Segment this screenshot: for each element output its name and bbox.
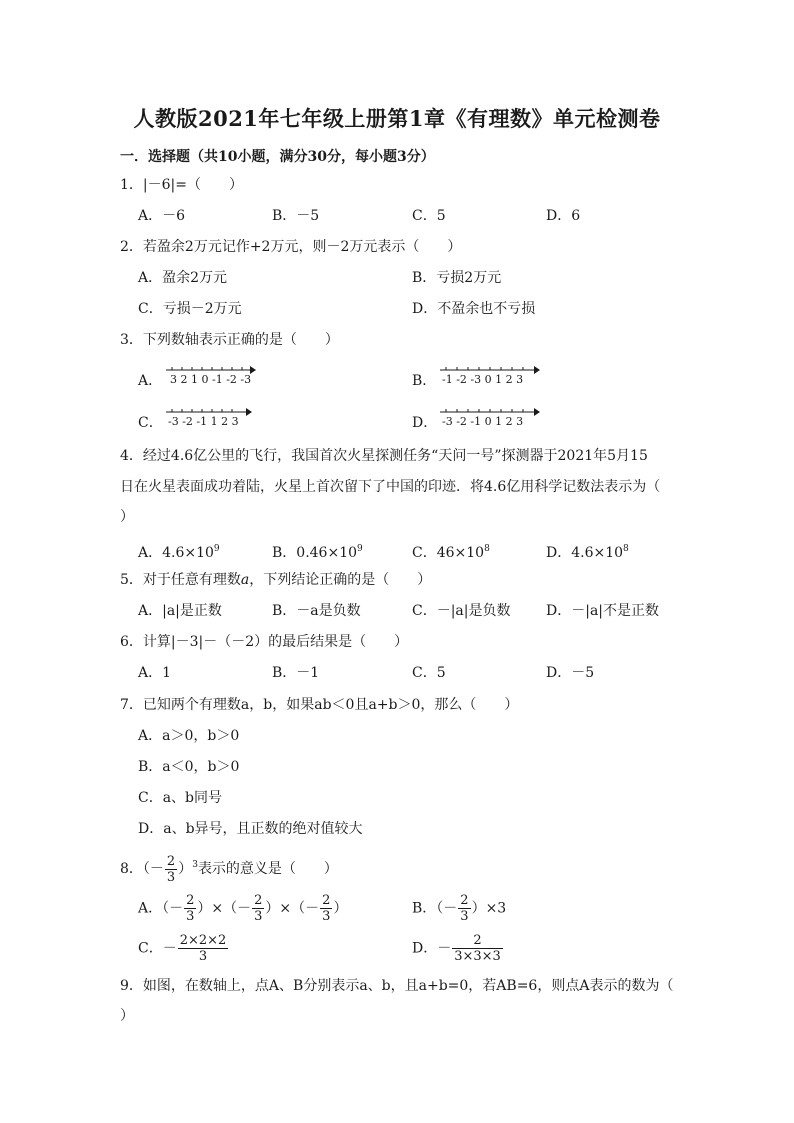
numerator: 2×2×2 [179, 933, 227, 948]
q2-option-b[interactable]: B．亏损2万元 [412, 270, 502, 286]
question-4-line2: 日在火星表面成功着陆，火星上首次留下了中国的印迹．将4.6亿用科学记数法表示为（ [120, 479, 661, 495]
q3-option-a[interactable]: A． [138, 373, 163, 389]
question-number: 7． [120, 697, 143, 713]
question-number: 5． [120, 572, 143, 588]
q5-option-d[interactable]: D．－|a|不是正数 [546, 603, 660, 619]
option-label: A． [138, 900, 163, 917]
fraction [320, 893, 332, 924]
q4-option-c[interactable] [412, 539, 490, 563]
question-text: 表示的意义是（ ） [197, 861, 338, 877]
number-line-labels: -3 -2 -1 0 1 2 3 [442, 415, 524, 428]
option-text: B．0.46×10 [272, 545, 358, 561]
question-text: 经过4.6亿公里的飞行，我国首次火星探测任务“天问一号”探测器于2021年5月15 [142, 448, 648, 464]
question-text: 对于任意有理数 [142, 572, 241, 588]
numerator: 2 [452, 933, 503, 949]
q8-option-d[interactable]: D．－ $\frac{2}{3\times 3\times 3}$ [412, 933, 501, 964]
question-text: 下列数轴表示正确的是（ ） [142, 332, 339, 348]
number-line-c [166, 404, 252, 428]
question-8: 8．（－ $\frac{2}{3}$ ）$^3$表示的意义是（ ） [120, 853, 338, 885]
option-label: D． [412, 940, 438, 957]
q4-option-b[interactable] [272, 539, 363, 563]
q4-option-d[interactable] [546, 539, 629, 563]
numerator: 2 [322, 893, 331, 908]
section-header: 一．选择题（共10小题，满分30分，每小题3分） [120, 149, 435, 165]
q6-option-c[interactable]: C．5 [412, 665, 446, 681]
q8-option-c[interactable]: C．－ $\frac{2\times 2\times 2}{3}$ [138, 933, 227, 964]
question-5 [120, 570, 431, 590]
exponent: 3 [192, 860, 198, 870]
q8-option-a[interactable]: A．（－ $\frac{2}{3}$ ）×（－ $\frac{2}{3}$ ）×（－ $\frac{2}{3}$ ） [138, 893, 348, 924]
option-text: C．46×10 [412, 545, 485, 561]
q6-option-d[interactable]: D．－5 [546, 665, 595, 681]
exponent: 9 [213, 544, 220, 554]
option-label: B． [412, 900, 437, 917]
fraction [458, 893, 470, 924]
q2-option-a[interactable]: A．盈余2万元 [138, 270, 228, 286]
denominator: 3 [186, 909, 195, 924]
q2-option-c[interactable]: C．亏损－2万元 [138, 301, 242, 317]
fraction [252, 893, 264, 924]
q5-option-a[interactable]: A．|a|是正数 [138, 603, 222, 619]
denominator: 3 [198, 949, 208, 964]
question-number: 3． [120, 332, 143, 348]
numerator: 2 [186, 893, 195, 908]
q5-option-c[interactable]: C．－|a|是负数 [412, 603, 511, 619]
q7-option-a[interactable]: A．a＞0，b＞0 [138, 728, 240, 744]
question-3 [120, 330, 339, 350]
q7-option-b[interactable]: B．a＜0，b＞0 [138, 759, 240, 775]
fraction [184, 893, 196, 924]
fraction [452, 933, 503, 964]
question-text: ，下列结论正确的是（ ） [249, 572, 432, 588]
number-line-labels: -3 -2 -1 1 2 3 [168, 415, 239, 428]
question-text: 计算|－3|－（－2）的最后结果是（ ） [142, 634, 409, 650]
question-text: 若盈余2万元记作+2万元，则－2万元表示（ ） [142, 239, 462, 255]
number-line-labels: 3 2 1 0 -1 -2 -3 [170, 373, 252, 386]
q1-option-b[interactable]: B．－5 [272, 208, 320, 224]
number-line-labels: -1 -2 -3 0 1 2 3 [442, 373, 524, 386]
q3-option-b[interactable]: B． [412, 373, 437, 389]
question-number: 8． [120, 861, 143, 877]
number-line-b [440, 362, 540, 386]
denominator: 3 [166, 869, 176, 885]
q7-option-c[interactable]: C．a、b同号 [138, 790, 223, 806]
question-number: 2． [120, 239, 143, 255]
question-6 [120, 632, 408, 652]
numerator: 2 [460, 893, 469, 908]
option-text: A．4.6×10 [138, 545, 214, 561]
number-line-a [166, 362, 256, 386]
q3-option-d[interactable]: D． [412, 415, 438, 431]
exponent: 9 [357, 544, 363, 554]
question-4-line3: ） [120, 509, 134, 525]
numerator: 2 [166, 853, 176, 869]
question-4-line1 [120, 446, 648, 466]
q1-option-d[interactable]: D．6 [546, 208, 581, 224]
option-text: D．4.6×10 [546, 545, 624, 561]
q2-option-d[interactable]: D．不盈余也不亏损 [412, 301, 536, 317]
question-text: 如图，在数轴上，点A、B分别表示a、b，且a+b=0，若AB=6，则点A表示的数为（ [142, 978, 674, 994]
exponent: 8 [484, 544, 490, 554]
question-text: 已知两个有理数a，b，如果ab＜0且a+b＞0，那么（ ） [142, 697, 519, 713]
question-text: |－6|=（ ） [142, 177, 243, 193]
denominator: 3 [460, 909, 469, 924]
question-2 [120, 237, 461, 257]
q8-option-b[interactable]: B．（－ $\frac{2}{3}$ ）×3 [412, 893, 507, 924]
page-title: 人教版2021年七年级上册第1章《有理数》单元检测卷 [133, 106, 661, 131]
numerator: 2 [254, 893, 263, 908]
q4-option-a[interactable] [138, 539, 220, 563]
q1-option-a[interactable]: A．－6 [138, 208, 186, 224]
question-9-line1 [120, 976, 673, 996]
q7-option-d[interactable]: D．a、b异号，且正数的绝对值较大 [138, 821, 363, 837]
q6-option-b[interactable]: B．－1 [272, 665, 320, 681]
option-text: ×3 [485, 900, 507, 917]
question-number: 4． [120, 448, 143, 464]
exponent: 8 [623, 544, 629, 554]
question-number: 9． [120, 978, 143, 994]
denominator: 3 [254, 909, 263, 924]
question-number: 6． [120, 634, 143, 650]
number-line-d [440, 404, 540, 428]
q6-option-a[interactable]: A．1 [138, 665, 172, 681]
question-7 [120, 695, 518, 715]
q1-option-c[interactable]: C．5 [412, 208, 446, 224]
variable: a [240, 572, 250, 588]
question-9-line2: ） [120, 1008, 134, 1024]
option-label: C． [138, 940, 163, 957]
question-1 [120, 175, 243, 195]
denominator: 3 [322, 909, 331, 924]
fraction [165, 854, 177, 885]
q5-option-b[interactable]: B．－a是负数 [272, 603, 361, 619]
denominator: 3×3×3 [454, 949, 501, 964]
fraction [178, 933, 229, 964]
q3-option-c[interactable]: C． [138, 415, 163, 431]
question-number: 1． [120, 177, 143, 193]
